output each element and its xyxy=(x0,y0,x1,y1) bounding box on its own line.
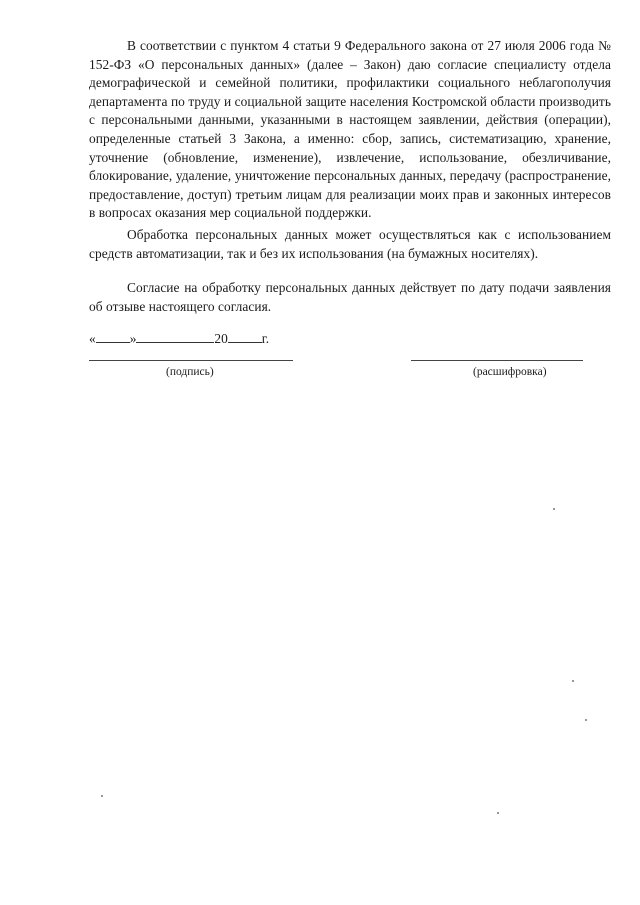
date-field xyxy=(89,330,269,348)
scan-speck xyxy=(101,795,103,797)
decryption-caption: (расшифровка) xyxy=(473,366,547,378)
signature-caption: (подпись) xyxy=(166,366,214,378)
year-suffix: г. xyxy=(261,331,270,346)
year-blank xyxy=(228,330,262,343)
decryption-line xyxy=(411,360,583,361)
consent-paragraph-validity: Согласие на обработку персональных данных действует по дату подачи заявления об отзыве настоящего согласия. xyxy=(89,280,611,314)
date-quote-open: « xyxy=(89,331,96,346)
day-blank xyxy=(96,330,130,343)
consent-paragraph-processing-methods: Обработка персональных данных может осуществляться как с использованием средств автоматизации, так и без их использования (на бумажных носителях). xyxy=(89,227,611,261)
date-quote-close: » xyxy=(129,331,137,346)
scan-speck xyxy=(585,719,587,721)
scan-speck xyxy=(553,508,555,510)
signature-line xyxy=(89,360,293,361)
month-blank xyxy=(136,330,214,343)
year-prefix: 20 xyxy=(214,331,228,346)
scan-speck xyxy=(497,812,499,814)
consent-paragraph-legal-basis: В соответствии с пунктом 4 статьи 9 Федерального закона от 27 июля 2006 года № 152-ФЗ «О персональных данных» (далее – Закон) даю согласие специалисту отдела демографической и семейной политики, профилактики социального неблагополучия департамента по труду и социальной защите населения Костромской области производить с персональными данными, указанными в настоящем заявлении, действия (операции), определенные статьей 3 Закона, а именно: сбор, запись, систематизацию, хранение, уточнение (обновление, изменение), извлечение, использование, обезличивание, блокирование, удаление, уничтожение персональных данных, передачу (распространение, предоставление, доступ) третьим лицам для реализации моих прав и законных интересов в вопросах оказания мер социальной поддержки. xyxy=(89,38,611,221)
scan-speck xyxy=(572,680,574,682)
